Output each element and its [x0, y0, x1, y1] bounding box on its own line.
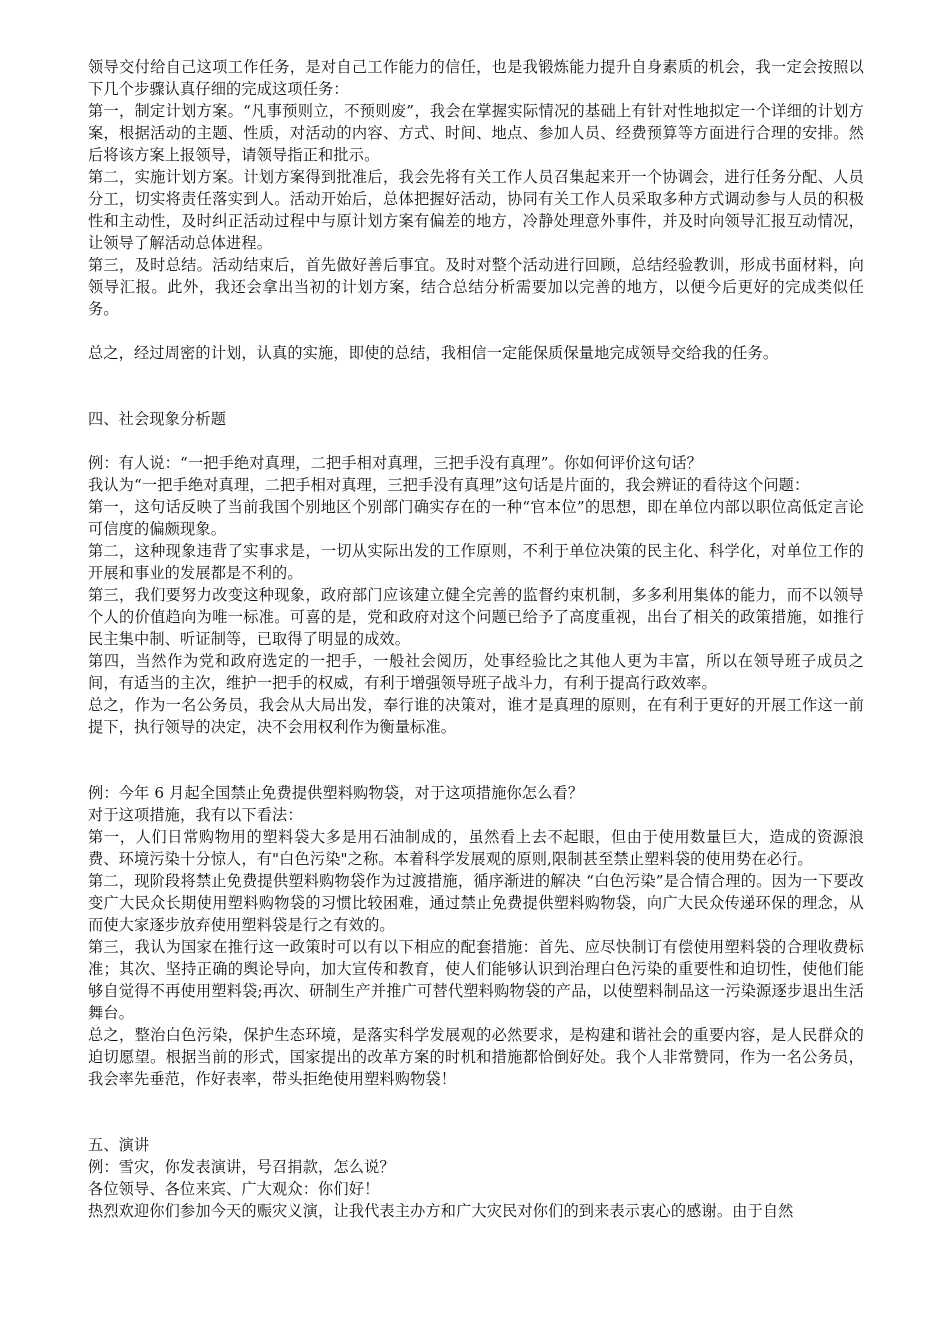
example1-question: 例：有人说：“一把手绝对真理，二把手相对真理，三把手没有真理”。你如何评价这句话？: [88, 454, 702, 472]
section3-intro: 领导交付给自己这项工作任务，是对自己工作能力的信任，也是我锻炼能力提升自身素质的机会，我一定会按照以下几个步骤认真仔细的完成这项任务：: [88, 58, 864, 98]
example2-point3: 第三，我认为国家在推行这一政策时可以有以下相应的配套措施：首先、应尽快制订有偿使用塑料袋的合理收费标准；其次、坚持正确的舆论导向，加大宣传和教育，使人们能够认识到治理白色污染的重要性和迫切性，使他们能够自觉得不再使用塑料袋;再次、研制生产并推广可替代塑料购物袋的产品，以使塑料制品这一污染源逐步退出生活舞台。: [88, 938, 864, 1022]
example2-point2: 第二，现阶段将禁止免费提供塑料购物袋作为过渡措施，循序渐进的解决 “白色污染”是合情合理的。因为一下要改变广大民众长期使用塑料购物袋的习惯比较困难，通过禁止免费提供塑料购物袋，向广大民众传递环保的理念，从而使大家逐步放弃使用塑料袋是行之有效的。: [88, 872, 864, 934]
spacer: [88, 320, 864, 342]
example1-conclusion: 总之，作为一名公务员，我会从大局出发，奉行谁的决策对，谁才是真理的原则，在有利于更好的开展工作这一前提下，执行领导的决定，决不会用权利作为衡量标准。: [88, 696, 864, 736]
section3-step3: 第三，及时总结。活动结束后，首先做好善后事宜。及时对整个活动进行回顾，总结经验教训，形成书面材料，向领导汇报。此外，我还会拿出当初的计划方案，结合总结分析需要加以完善的地方，以便今后更好的完成类似任务。: [88, 256, 864, 318]
example2-conclusion: 总之，整治白色污染，保护生态环境，是落实科学发展观的必然要求，是构建和谐社会的重要内容，是人民群众的迫切愿望。根据当前的形式，国家提出的改革方案的时机和措施都恰倒好处。我个人非常赞同，作为一名公务员，我会率先垂范，作好表率，带头拒绝使用塑料购物袋！: [88, 1026, 864, 1088]
example1-point3: 第三，我们要努力改变这种现象，政府部门应该建立健全完善的监督约束机制，多多利用集体的能力，而不以领导个人的价值趋向为唯一标准。可喜的是，党和政府对这个问题已给予了高度重视，出台了相关的政策措施，如推行民主集中制、听证制等，已取得了明显的成效。: [88, 586, 864, 648]
example2-point1: 第一，人们日常购物用的塑料袋大多是用石油制成的，虽然看上去不起眼，但由于使用数量巨大，造成的资源浪费、环境污染十分惊人，有"白色污染"之称。本着科学发展观的原则,限制甚至禁止塑料袋的使用势在必行。: [88, 828, 864, 868]
section3-step2: 第二，实施计划方案。计划方案得到批准后，我会先将有关工作人员召集起来开一个协调会，进行任务分配、人员分工，切实将责任落实到人。活动开始后，总体把握好活动，协同有关工作人员采取多种方式调动参与人员的积极性和主动性，及时纠正活动过程中与原计划方案有偏差的地方，冷静处理意外事件，并及时向领导汇报互动情况，让领导了解活动总体进程。: [88, 168, 864, 252]
section4-heading: 四、社会现象分析题: [88, 410, 227, 428]
section5-example: 例：雪灾，你发表演讲，号召捐款，怎么说？: [88, 1158, 395, 1176]
spacer: [88, 364, 864, 408]
example1-point4: 第四，当然作为党和政府选定的一把手，一般社会阅历，处事经验比之其他人更为丰富，所以在领导班子成员之间，有适当的主次，维护一把手的权威，有利于增强领导班子战斗力，有利于提高行政效率。: [88, 652, 864, 692]
example2-question: 例：今年 6 月起全国禁止免费提供塑料购物袋，对于这项措施你怎么看？: [88, 784, 584, 802]
spacer: [88, 430, 864, 452]
section5-paragraph1: 热烈欢迎你们参加今天的赈灾义演，让我代表主办方和广大灾民对你们的到来表示衷心的感谢。由于自然: [88, 1202, 794, 1220]
spacer: [88, 1090, 864, 1134]
example1-answer-intro: 我认为“一把手绝对真理，二把手相对真理，三把手没有真理”这句话是片面的，我会辨证的看待这个问题：: [88, 476, 810, 494]
example1-point2: 第二，这种现象违背了实事求是，一切从实际出发的工作原则，不利于单位决策的民主化、科学化，对单位工作的开展和事业的发展都是不利的。: [88, 542, 864, 582]
spacer: [88, 738, 864, 782]
section3-conclusion: 总之，经过周密的计划，认真的实施，即使的总结，我相信一定能保质保量地完成领导交给我的任务。: [88, 344, 779, 362]
section5-heading: 五、演讲: [88, 1136, 150, 1154]
example2-answer-intro: 对于这项措施，我有以下看法：: [88, 806, 303, 824]
section3-step1: 第一，制定计划方案。“凡事预则立，不预则废”，我会在掌握实际情况的基础上有针对性地拟定一个详细的计划方案，根据活动的主题、性质，对活动的内容、方式、时间、地点、参加人员、经费预算等方面进行合理的安排。然后将该方案上报领导，请领导指正和批示。: [88, 102, 864, 164]
example1-point1: 第一，这句话反映了当前我国个别地区个别部门确实存在的一种“官本位”的思想，即在单位内部以职位高低定言论可信度的偏颇现象。: [88, 498, 864, 538]
section5-greeting: 各位领导、各位来宾、广大观众：你们好！: [88, 1180, 380, 1198]
document-page: [88, 56, 864, 1222]
